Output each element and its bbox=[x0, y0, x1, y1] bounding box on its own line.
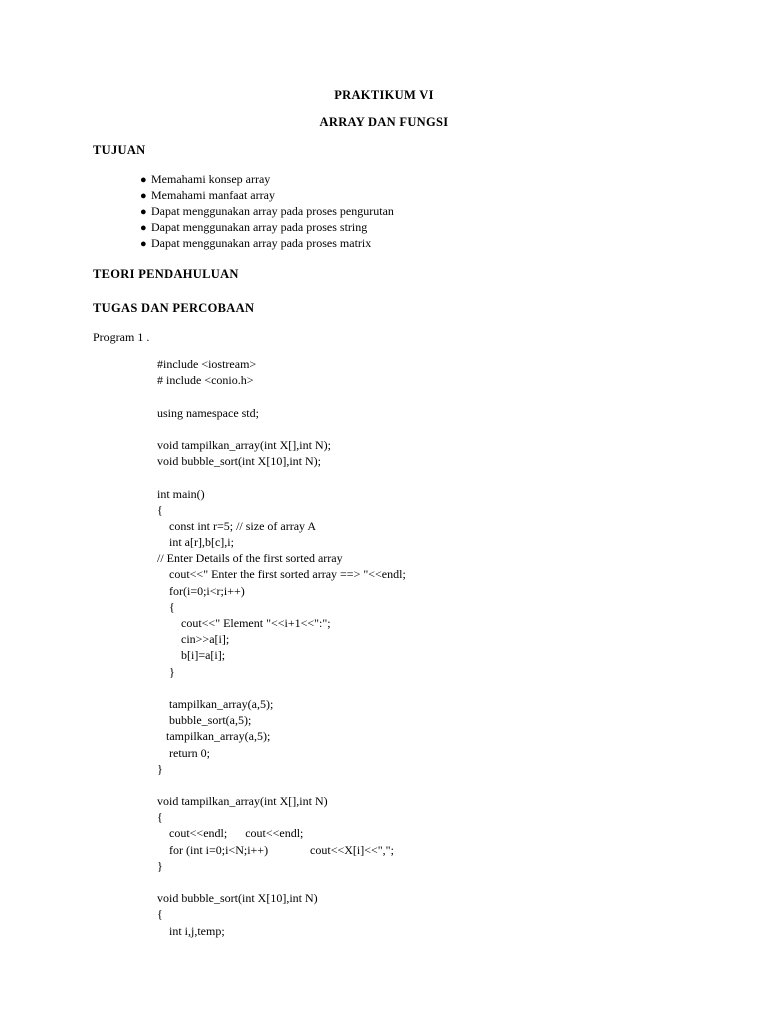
code-line: { bbox=[157, 599, 175, 614]
code-line: // Enter Details of the first sorted array bbox=[157, 551, 343, 566]
code-line: cout<<endl; cout<<endl; bbox=[157, 826, 304, 841]
code-line bbox=[157, 469, 406, 485]
tujuan-item bbox=[140, 187, 394, 203]
code-line bbox=[157, 388, 406, 404]
code-line: cout<<" Element "<<i+1<<":"; bbox=[157, 616, 331, 630]
code-line: void bubble_sort(int X[10],int N) bbox=[157, 891, 318, 906]
code-line: } bbox=[157, 858, 163, 873]
code-block bbox=[157, 356, 406, 939]
code-line: void bubble_sort(int X[10],int N); bbox=[157, 454, 321, 469]
tugas-heading: TUGAS DAN PERCOBAAN bbox=[93, 301, 255, 315]
code-line bbox=[157, 421, 406, 437]
code-line: int main() bbox=[157, 486, 205, 501]
bullet-icon: ● bbox=[140, 222, 147, 234]
tujuan-item-text: Memahami konsep array bbox=[151, 172, 271, 186]
code-line: { bbox=[157, 502, 163, 517]
code-line: for (int i=0;i<N;i++) cout<<X[i]<<","; bbox=[157, 842, 394, 857]
code-line: b[i]=a[i]; bbox=[157, 648, 226, 663]
code-line: { bbox=[157, 907, 163, 922]
bullet-icon: ● bbox=[140, 190, 147, 202]
tujuan-item bbox=[140, 235, 394, 251]
code-line: cin>>a[i]; bbox=[157, 632, 230, 647]
code-line: #include <iostream> bbox=[157, 357, 257, 371]
tujuan-item-text: Dapat menggunakan array pada proses pengurutan bbox=[151, 204, 394, 218]
document-subtitle: ARRAY DAN FUNGSI bbox=[319, 115, 449, 129]
code-line: for(i=0;i<r;i++) bbox=[157, 583, 245, 598]
bullet-icon: ● bbox=[140, 174, 147, 186]
tujuan-item-text: Memahami manfaat array bbox=[151, 188, 275, 202]
program-label: Program 1 . bbox=[93, 330, 150, 344]
document-title: PRAKTIKUM VI bbox=[334, 88, 434, 102]
code-line: using namespace std; bbox=[157, 405, 259, 420]
tujuan-heading: TUJUAN bbox=[93, 143, 146, 157]
tujuan-item-text: Dapat menggunakan array pada proses matrix bbox=[151, 236, 372, 250]
code-line: return 0; bbox=[157, 745, 210, 760]
code-line: cout<<" Enter the first sorted array ==> "<<endl; bbox=[157, 567, 406, 582]
code-line: } bbox=[157, 664, 175, 679]
code-line: void tampilkan_array(int X[],int N) bbox=[157, 794, 328, 809]
tujuan-list bbox=[140, 171, 394, 251]
code-line: # include <conio.h> bbox=[157, 373, 254, 388]
teori-heading: TEORI PENDAHULUAN bbox=[93, 267, 239, 281]
code-line: tampilkan_array(a,5); bbox=[157, 729, 271, 744]
code-line bbox=[157, 777, 406, 793]
bullet-icon: ● bbox=[140, 238, 147, 250]
tujuan-item bbox=[140, 203, 394, 219]
code-line: int i,j,temp; bbox=[157, 923, 225, 938]
code-line: } bbox=[157, 761, 163, 776]
code-line: tampilkan_array(a,5); bbox=[157, 696, 274, 711]
code-line: const int r=5; // size of array A bbox=[157, 518, 317, 533]
code-line: { bbox=[157, 810, 163, 825]
code-line: void tampilkan_array(int X[],int N); bbox=[157, 437, 331, 452]
code-line bbox=[157, 680, 406, 696]
code-line bbox=[157, 874, 406, 890]
tujuan-item bbox=[140, 219, 394, 235]
bullet-icon: ● bbox=[140, 206, 147, 218]
tujuan-item-text: Dapat menggunakan array pada proses string bbox=[151, 220, 368, 234]
code-line: bubble_sort(a,5); bbox=[157, 713, 252, 728]
code-line: int a[r],b[c],i; bbox=[157, 535, 234, 550]
tujuan-item bbox=[140, 171, 394, 187]
